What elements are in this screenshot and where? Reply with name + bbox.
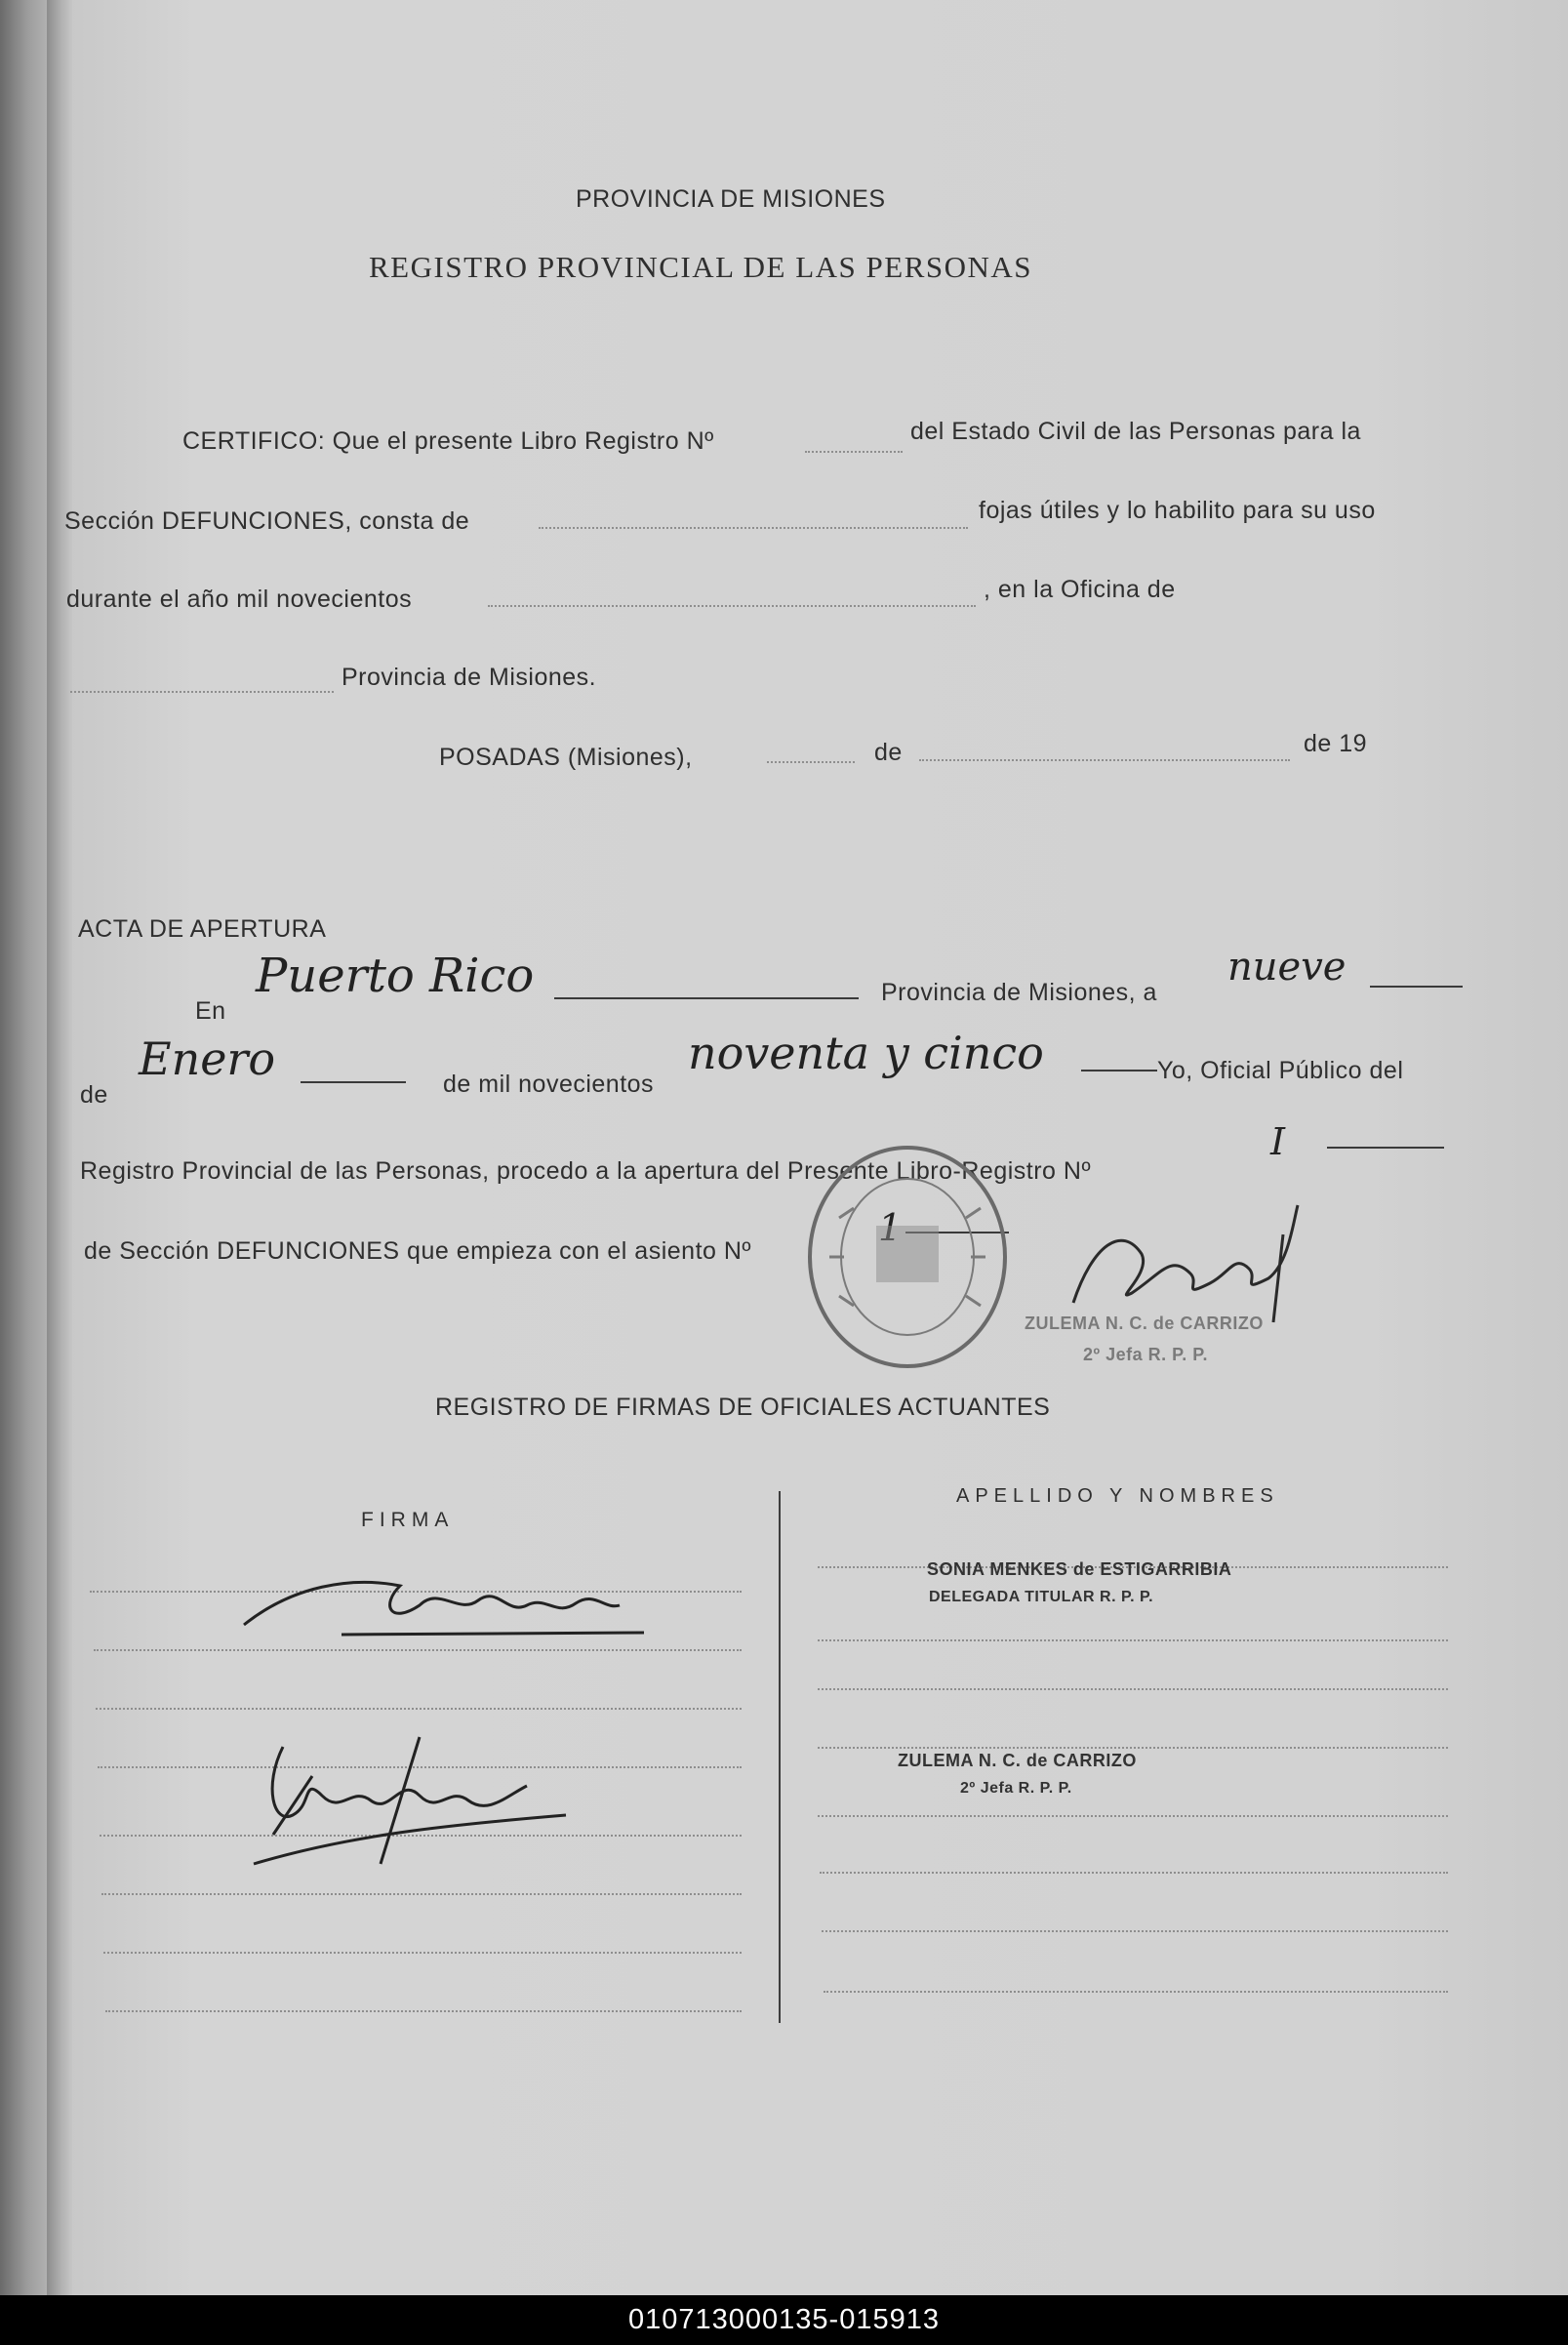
book-binding	[47, 0, 72, 2295]
acta-line4: de Sección DEFUNCIONES que empieza con el asiento Nº	[84, 1237, 752, 1265]
firma-line	[101, 1893, 742, 1895]
province-heading: PROVINCIA DE MISIONES	[576, 185, 886, 213]
scan-id-bar	[0, 2295, 1568, 2345]
book-number-handwritten: I	[1270, 1120, 1286, 1163]
date-year-prefix: de 19	[1304, 730, 1368, 757]
signature-2-icon	[234, 1718, 585, 1883]
certificate-line1-a: CERTIFICO: Que el presente Libro Registro Nº	[182, 427, 714, 455]
certificate-line1-b: del Estado Civil de las Personas para la	[910, 418, 1361, 445]
firma-line	[96, 1708, 742, 1710]
names-line	[822, 1930, 1448, 1932]
firma-line	[103, 1952, 742, 1954]
year-handwritten: noventa y cinco	[688, 1027, 1044, 1079]
signature-1-name: SONIA MENKES de ESTIGARRIBIA	[927, 1559, 1232, 1579]
year-blank	[488, 605, 976, 607]
date-de: de	[874, 739, 903, 766]
day-line	[1370, 986, 1463, 988]
names-line	[820, 1872, 1448, 1874]
date-month-blank	[919, 759, 1290, 761]
month-handwritten: Enero	[139, 1032, 276, 1085]
acta-line3: Registro Provincial de las Personas, procedo a la apertura del Presente Libro-Registro Nº	[80, 1157, 1092, 1185]
place-line	[554, 997, 859, 999]
acta-mil: de mil novecientos	[443, 1071, 655, 1098]
names-line	[818, 1815, 1448, 1817]
names-line	[818, 1688, 1448, 1690]
acta-title: ACTA DE APERTURA	[78, 915, 327, 943]
signature-1-icon	[234, 1557, 654, 1644]
scan-id: 010713000135-015913	[628, 2304, 940, 2335]
acta-de: de	[80, 1081, 108, 1109]
acta-yo: Yo, Oficial Público del	[1157, 1057, 1404, 1084]
date-location: POSADAS (Misiones),	[439, 744, 693, 771]
firma-line	[105, 2010, 742, 2012]
names-column-header: APELLIDO Y NOMBRES	[956, 1485, 1279, 1507]
place-handwritten: Puerto Rico	[256, 949, 535, 1003]
book-number-blank	[805, 451, 903, 453]
registry-heading: REGISTRO PROVINCIAL DE LAS PERSONAS	[369, 250, 1033, 284]
acta-signature-icon	[1054, 1186, 1327, 1332]
firma-line	[94, 1649, 742, 1651]
certificate-line3-a: durante el año mil novecientos	[66, 586, 413, 613]
acta-stamp-role: 2º Jefa R. P. P.	[1083, 1345, 1208, 1364]
acta-prov: Provincia de Misiones, a	[881, 979, 1157, 1006]
office-blank	[70, 691, 334, 693]
certificate-line4: Provincia de Misiones.	[342, 664, 597, 691]
acta-stamp-name: ZULEMA N. C. de CARRIZO	[1025, 1314, 1264, 1333]
book-number-line	[1327, 1147, 1444, 1149]
column-divider	[779, 1491, 781, 2023]
signature-2-role: 2º Jefa R. P. P.	[960, 1780, 1072, 1797]
firma-column-header: FIRMA	[361, 1509, 455, 1531]
date-day-blank	[767, 761, 855, 763]
signatures-title: REGISTRO DE FIRMAS DE OFICIALES ACTUANTES	[435, 1394, 1051, 1421]
pages-blank	[539, 527, 968, 529]
certificate-line2-a: Sección DEFUNCIONES, consta de	[64, 507, 470, 535]
names-line	[818, 1639, 1448, 1641]
certificate-line2-b: fojas útiles y lo habilito para su uso	[979, 497, 1376, 524]
certificate-line3-b: , en la Oficina de	[984, 576, 1176, 603]
signature-1-role: DELEGADA TITULAR R. P. P.	[929, 1589, 1154, 1605]
official-seal-icon	[800, 1140, 1015, 1374]
names-line	[818, 1747, 1448, 1749]
signature-2-name: ZULEMA N. C. de CARRIZO	[898, 1751, 1137, 1770]
names-line	[824, 1991, 1448, 1993]
month-line	[301, 1081, 406, 1083]
year-line	[1081, 1070, 1157, 1071]
day-handwritten: nueve	[1227, 945, 1347, 990]
acta-en: En	[195, 997, 226, 1025]
